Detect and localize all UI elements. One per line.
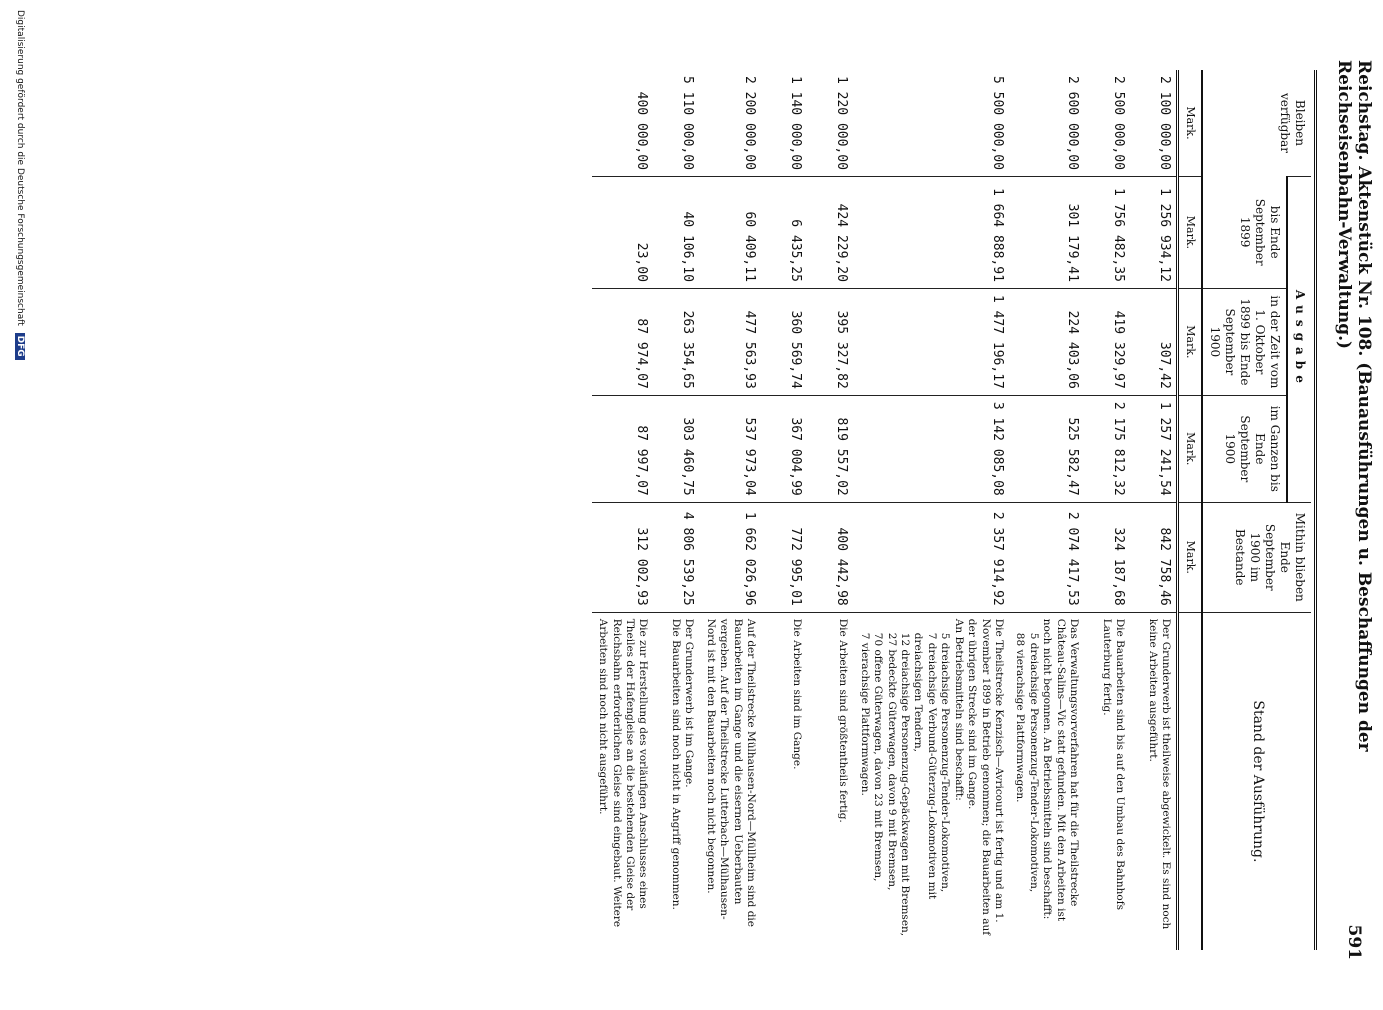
cell-verfuegbar: 2 500 000,00 bbox=[1111, 76, 1127, 170]
cell-bis-1899: 60 409,11 bbox=[700, 176, 762, 288]
stand-line: Die Bauarbeiten sind bis auf den Umbau des Bahnhofs Lauterburg fertig. bbox=[1100, 618, 1127, 911]
cell-verfuegbar: 1 140 000,00 bbox=[788, 76, 804, 170]
table-row bbox=[700, 70, 762, 950]
cell-bis-1899: 6 435,25 bbox=[761, 176, 807, 288]
page-footer bbox=[15, 0, 25, 1010]
cell-verfuegbar: 400 000,00 bbox=[634, 91, 650, 170]
stand-line: 7 dreiachsige Verbund-Güterzug-Lokomotiven mit dreiachsigen Tendern, bbox=[912, 632, 938, 900]
stand-line: Das Verwaltungsvorverfahren hat für die Theilstrecke Château-Salins—Vic statt gefunden. Mit den Arbeiten ist noch nicht begonnen. An Betriebsmitteln sind beschafft: bbox=[1041, 618, 1081, 922]
col-header-zeit: in der Zeit vom 1. Oktober 1899 bis Ende September 1900 bbox=[1202, 288, 1287, 395]
cell-bis-1899: 40 106,10 bbox=[654, 176, 700, 288]
stand-line: Auf der Theilstrecke Mülhausen-Nord—Müllheim sind die Bauarbeiten im Gange und die eisernen Ueberbauten vergeben. Auf der Theilstrecke Lutterbach—Mülhausen-Nord ist mit den Bauarbeiten noch nicht begonnen. bbox=[704, 618, 758, 927]
stand-line: 5 dreiachsige Personenzug-Tender-Lokomotiven, bbox=[1027, 632, 1040, 893]
dfg-logo: DFG bbox=[15, 333, 25, 360]
cell-verfuegbar: 2 100 000,00 bbox=[1157, 76, 1173, 170]
cell-zeit: 360 569,74 bbox=[761, 288, 807, 395]
cell-bis-1899: 1 664 888,91 bbox=[853, 176, 1009, 288]
table-row bbox=[654, 70, 700, 950]
cell-bis-1899: 424 229,20 bbox=[807, 176, 853, 288]
cell-zeit: 1 477 196,17 bbox=[853, 288, 1009, 395]
cell-stand bbox=[1009, 612, 1084, 950]
cell-bis-1899: 301 179,41 bbox=[1009, 176, 1084, 288]
cell-ganzen: 367 004,99 bbox=[761, 395, 807, 502]
unit-label: Mark. bbox=[1178, 395, 1202, 502]
cell-zeit: 307,42 bbox=[1130, 288, 1178, 395]
cell-bestand: 324 187,68 bbox=[1084, 502, 1130, 612]
cell-stand bbox=[592, 612, 654, 950]
cell-verfuegbar: 5 500 000,00 bbox=[990, 76, 1006, 170]
stand-line: Die Theilstrecke Kenzisch—Avricourt ist fertig und am 1. November 1899 in Betrieb genommen; die Bauarbeiten auf der übrigen Strecke sind im Gange. bbox=[966, 618, 1006, 936]
cell-bis-1899: 1 756 482,35 bbox=[1084, 176, 1130, 288]
stand-line: 70 offene Güterwagen, davon 23 mit Bremsen, bbox=[872, 632, 885, 882]
unit-label: Mark. bbox=[1178, 70, 1202, 176]
cell-bis-1899: 23,00 bbox=[592, 176, 654, 288]
running-title: Reichstag. Aktenstück Nr. 108. (Bauausführungen u. Beschaffungen der Reichseisenbahn-Verwaltung.) bbox=[1334, 60, 1374, 752]
cell-stand bbox=[853, 612, 1009, 950]
cell-ganzen: 537 973,04 bbox=[700, 395, 762, 502]
col-header-ausgabe: Ausgabe bbox=[1287, 176, 1311, 502]
col-header-stand: Stand der Ausführung. bbox=[1202, 612, 1311, 950]
col-header-ganzen: im Ganzen bis Ende September 1900 bbox=[1202, 395, 1287, 502]
cell-stand bbox=[807, 612, 853, 950]
cell-bestand: 2 357 914,92 bbox=[853, 502, 1009, 612]
unit-label: Mark. bbox=[1178, 288, 1202, 395]
col-header-verfuegbar: Bleiben verfügbar bbox=[1202, 70, 1311, 176]
stand-line: Die zur Herstellung des vorläufigen Anschlusses eines Theiles der Hafengleise an die bestehenden Gleise der Reichsbahn erforderlichen Gleise sind eingebaut. Weitere Arbeiten sind noch nicht ausgeführt. bbox=[597, 618, 650, 928]
cell-verfuegbar: 2 200 000,00 bbox=[742, 76, 758, 170]
stand-line: Die Bauarbeiten sind noch nicht in Angriff genommen. bbox=[670, 618, 683, 910]
cell-bestand: 400 442,98 bbox=[807, 502, 853, 612]
header-rule bbox=[1311, 70, 1317, 950]
stand-line: Der Grunderwerb ist theilweise abgewickelt. Es sind noch keine Arbeiten ausgeführt. bbox=[1146, 618, 1173, 930]
table-row bbox=[1084, 70, 1130, 950]
stand-line: An Betriebsmitteln sind beschafft: bbox=[952, 618, 965, 801]
table-row bbox=[853, 70, 1009, 950]
page-header bbox=[1334, 60, 1374, 960]
cell-zeit: 87 974,07 bbox=[592, 288, 654, 395]
cell-stand bbox=[700, 612, 762, 950]
cell-ganzen: 303 460,75 bbox=[654, 395, 700, 502]
stand-line: 5 dreiachsige Personenzug-Tender-Lokomotiven, bbox=[939, 632, 952, 893]
cell-verfuegbar: 1 220 000,00 bbox=[834, 76, 850, 170]
cell-verfuegbar: 5 110 000,00 bbox=[680, 76, 696, 170]
stand-line: Der Grunderwerb ist im Gange. bbox=[683, 618, 696, 788]
cell-stand bbox=[654, 612, 700, 950]
budget-table bbox=[592, 70, 1311, 950]
table-row bbox=[761, 70, 807, 950]
cell-zeit: 477 563,93 bbox=[700, 288, 762, 395]
table-row bbox=[1130, 70, 1178, 950]
stand-line: 12 dreiachsige Personenzug-Gepäckwagen mit Bremsen, bbox=[899, 632, 911, 937]
unit-label: Mark. bbox=[1178, 176, 1202, 288]
stand-line: 7 vierachsige Plattformwagen. bbox=[858, 632, 871, 796]
cell-ganzen: 87 997,07 bbox=[592, 395, 654, 502]
cell-zeit: 419 329,97 bbox=[1084, 288, 1130, 395]
cell-stand bbox=[1084, 612, 1130, 950]
cell-bestand: 4 806 539,25 bbox=[654, 502, 700, 612]
cell-bestand: 772 995,01 bbox=[761, 502, 807, 612]
cell-verfuegbar: 2 600 000,00 bbox=[1065, 76, 1081, 170]
cell-bestand: 312 002,93 bbox=[592, 502, 654, 612]
cell-ganzen: 819 557,02 bbox=[807, 395, 853, 502]
col-header-bis-1899: bis Ende September 1899 bbox=[1202, 176, 1287, 288]
cell-bestand: 842 758,46 bbox=[1130, 502, 1178, 612]
table-row bbox=[1009, 70, 1084, 950]
cell-ganzen: 1 257 241,54 bbox=[1130, 395, 1178, 502]
table-row bbox=[592, 70, 654, 950]
stand-line: Die Arbeiten sind im Gange. bbox=[791, 618, 804, 770]
cell-zeit: 395 327,82 bbox=[807, 288, 853, 395]
table-row bbox=[807, 70, 853, 950]
footer-text: Digitalisierung gefördert durch die Deutsche Forschungsgemeinschaft bbox=[15, 10, 25, 326]
unit-spacer bbox=[1178, 612, 1202, 950]
stand-line: 88 vierachsige Plattformwagen. bbox=[1014, 632, 1027, 803]
page-number: 591 bbox=[1344, 924, 1364, 960]
table-body bbox=[592, 70, 1178, 950]
cell-zeit: 263 354,65 bbox=[654, 288, 700, 395]
cell-stand bbox=[1130, 612, 1178, 950]
cell-zeit: 224 403,06 bbox=[1009, 288, 1084, 395]
cell-ganzen: 525 582,47 bbox=[1009, 395, 1084, 502]
stand-line: 27 bedeckte Güterwagen, davon 9 mit Bremsen, bbox=[885, 632, 898, 891]
cell-ganzen: 3 142 085,08 bbox=[853, 395, 1009, 502]
unit-label: Mark. bbox=[1178, 502, 1202, 612]
stand-line: Die Arbeiten sind größtentheils fertig. bbox=[837, 618, 850, 823]
cell-ganzen: 2 175 812,32 bbox=[1084, 395, 1130, 502]
col-header-bestand: Mithin blieben Ende September 1900 im Bestande bbox=[1202, 502, 1311, 612]
cell-stand bbox=[761, 612, 807, 950]
cell-bis-1899: 1 256 934,12 bbox=[1130, 176, 1178, 288]
cell-bestand: 1 662 026,96 bbox=[700, 502, 762, 612]
cell-bestand: 2 074 417,53 bbox=[1009, 502, 1084, 612]
